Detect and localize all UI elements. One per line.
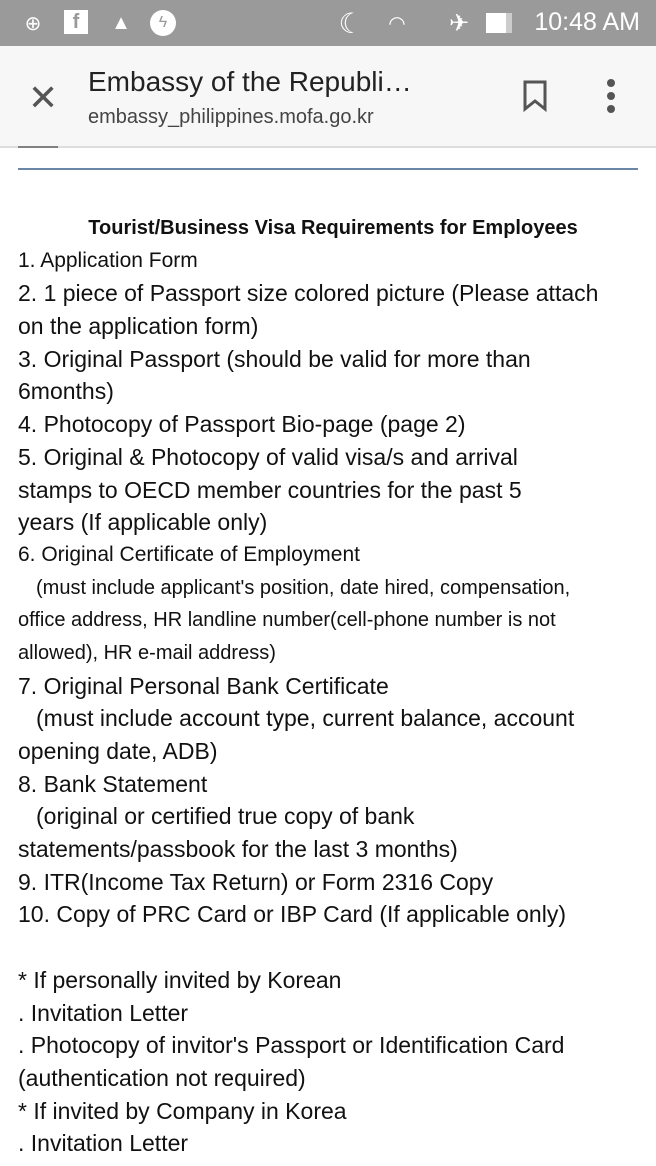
list-item: 8. Bank Statement (18, 770, 208, 797)
list-item: * If personally invited by Korean (18, 966, 342, 993)
list-item: 3. Original Passport (should be valid for more than (18, 345, 531, 372)
custom-tab-toolbar (0, 46, 656, 148)
messenger-icon: ϟ (150, 10, 176, 36)
list-item: 9. ITR(Income Tax Return) or Form 2316 Copy (18, 868, 494, 895)
download-icon: ⊕ (24, 12, 42, 35)
section-heading: Tourist/Business Visa Requirements for Employees (88, 217, 578, 239)
list-item: years (If applicable only) (18, 509, 268, 536)
list-item: (must include applicant's position, date hired, compensation, (36, 576, 571, 599)
list-item: (original or certified true copy of bank (36, 803, 415, 830)
list-item: 4. Photocopy of Passport Bio-page (page 2) (18, 411, 466, 438)
list-item: 1. Application Form (18, 248, 198, 272)
list-item: allowed), HR e-mail address) (18, 641, 276, 664)
list-item: on the application form) (18, 313, 259, 340)
list-item: 7. Original Personal Bank Certificate (18, 672, 389, 699)
list-item: (must include account type, current balance, account (36, 705, 575, 732)
clock: 10:48 AM (534, 8, 640, 36)
list-item: . Photocopy of invitor's Passport or Identification Card (18, 1032, 565, 1059)
list-item: 10. Copy of PRC Card or IBP Card (If applicable only) (18, 901, 566, 928)
list-item: . Invitation Letter (18, 1130, 189, 1157)
status-bar (0, 0, 656, 46)
list-item: statements/passbook for the last 3 months) (18, 836, 458, 863)
page-title: Embassy of the Republi… (88, 66, 412, 97)
list-item: 5. Original & Photocopy of valid visa/s and arrival (18, 443, 518, 470)
clipped-text (18, 146, 58, 150)
list-item: 6months) (18, 378, 114, 405)
list-item: * If invited by Company in Korea (18, 1097, 347, 1124)
list-item: 2. 1 piece of Passport size colored picture (Please attach (18, 280, 599, 307)
wifi-icon: ◠ (388, 12, 406, 35)
facebook-icon: f (64, 10, 88, 34)
list-item: opening date, ADB) (18, 738, 218, 764)
airplane-icon: ✈ (448, 9, 470, 37)
more-options-icon[interactable] (604, 78, 618, 114)
list-item: (authentication not required) (18, 1064, 306, 1091)
list-item: stamps to OECD member countries for the past 5 (18, 476, 522, 503)
gallery-icon: ▲ (111, 11, 131, 34)
bookmark-icon[interactable] (522, 80, 548, 112)
list-item: office address, HR landline number(cell-phone number is not (18, 609, 556, 632)
page-url[interactable]: embassy_philippines.mofa.go.kr (88, 106, 374, 128)
moon-icon: ☾ (338, 7, 364, 39)
battery-icon (484, 10, 514, 36)
list-item: 6. Original Certificate of Employment (18, 542, 360, 566)
close-icon[interactable]: ✕ (28, 77, 59, 118)
divider (18, 168, 638, 170)
list-item: . Invitation Letter (18, 999, 189, 1026)
blank-line (18, 931, 648, 964)
visa-requirements (18, 212, 648, 1160)
